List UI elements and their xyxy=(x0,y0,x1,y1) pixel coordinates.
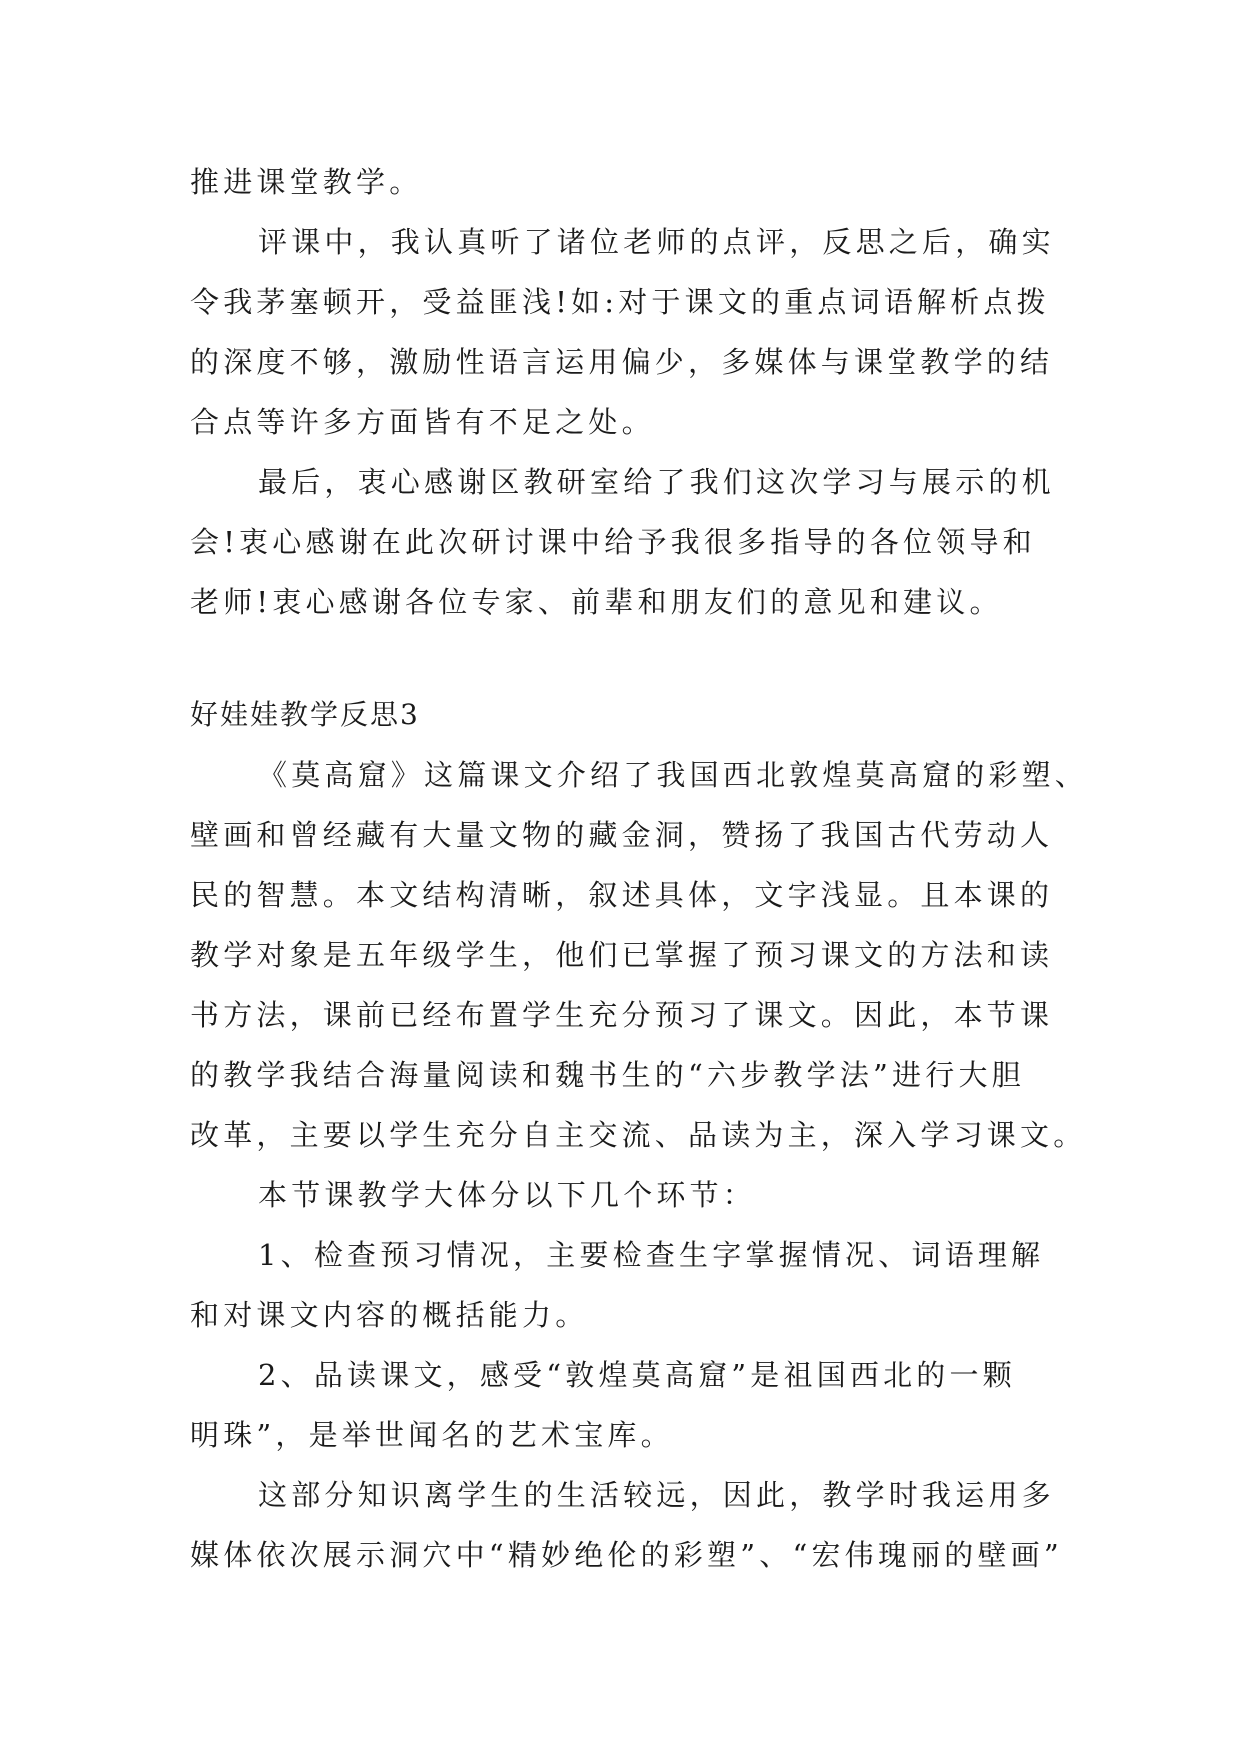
section-gap xyxy=(190,632,1050,685)
text-line: 2、品读课文，感受“敦煌莫高窟”是祖国西北的一颗 xyxy=(258,1358,1016,1392)
text-line: 书方法，课前已经布置学生充分预习了课文。因此，本节课 xyxy=(190,998,1054,1032)
text-line: 明珠”，是举世闻名的艺术宝库。 xyxy=(190,1418,674,1452)
text-line: 1、检查预习情况，主要检查生字掌握情况、词语理解 xyxy=(258,1238,1045,1272)
text-line: 推进课堂教学。 xyxy=(190,165,423,199)
text-line: 最后，衷心感谢区教研室给了我们这次学习与展示的机 xyxy=(258,465,1055,499)
document-body xyxy=(190,152,1089,1585)
text-line: 老师!衷心感谢各位专家、前辈和朋友们的意见和建议。 xyxy=(190,585,1003,619)
text-line: 令我茅塞顿开，受益匪浅!如:对于课文的重点词语解析点拨 xyxy=(190,285,1050,319)
section-heading: 好娃娃教学反思3 xyxy=(190,698,420,731)
text-line: 和对课文内容的概括能力。 xyxy=(190,1298,589,1332)
text-line: 的教学我结合海量阅读和魏书生的“六步教学法”进行大胆 xyxy=(190,1058,1025,1092)
text-line: 《莫高窟》这篇课文介绍了我国西北敦煌莫高窟的彩塑、 xyxy=(258,758,1089,792)
text-line: 本节课教学大体分以下几个环节： xyxy=(258,1178,757,1212)
text-line: 媒体依次展示洞穴中“精妙绝伦的彩塑”、“宏伟瑰丽的壁画” xyxy=(190,1538,1063,1572)
text-line: 改革，主要以学生充分自主交流、品读为主，深入学习课文。 xyxy=(190,1118,1087,1152)
text-line: 这部分知识离学生的生活较远，因此，教学时我运用多 xyxy=(258,1478,1055,1512)
text-line: 民的智慧。本文结构清晰，叙述具体，文字浅显。且本课的 xyxy=(190,878,1054,912)
text-line: 教学对象是五年级学生，他们已掌握了预习课文的方法和读 xyxy=(190,938,1054,972)
text-line: 的深度不够，激励性语言运用偏少，多媒体与课堂教学的结 xyxy=(190,345,1054,379)
text-line: 壁画和曾经藏有大量文物的藏金洞，赞扬了我国古代劳动人 xyxy=(190,818,1054,852)
text-line: 合点等许多方面皆有不足之处。 xyxy=(190,405,655,439)
text-line: 评课中，我认真听了诸位老师的点评，反思之后，确实 xyxy=(258,225,1055,259)
text-line: 会!衷心感谢在此次研讨课中给予我很多指导的各位领导和 xyxy=(190,525,1036,559)
